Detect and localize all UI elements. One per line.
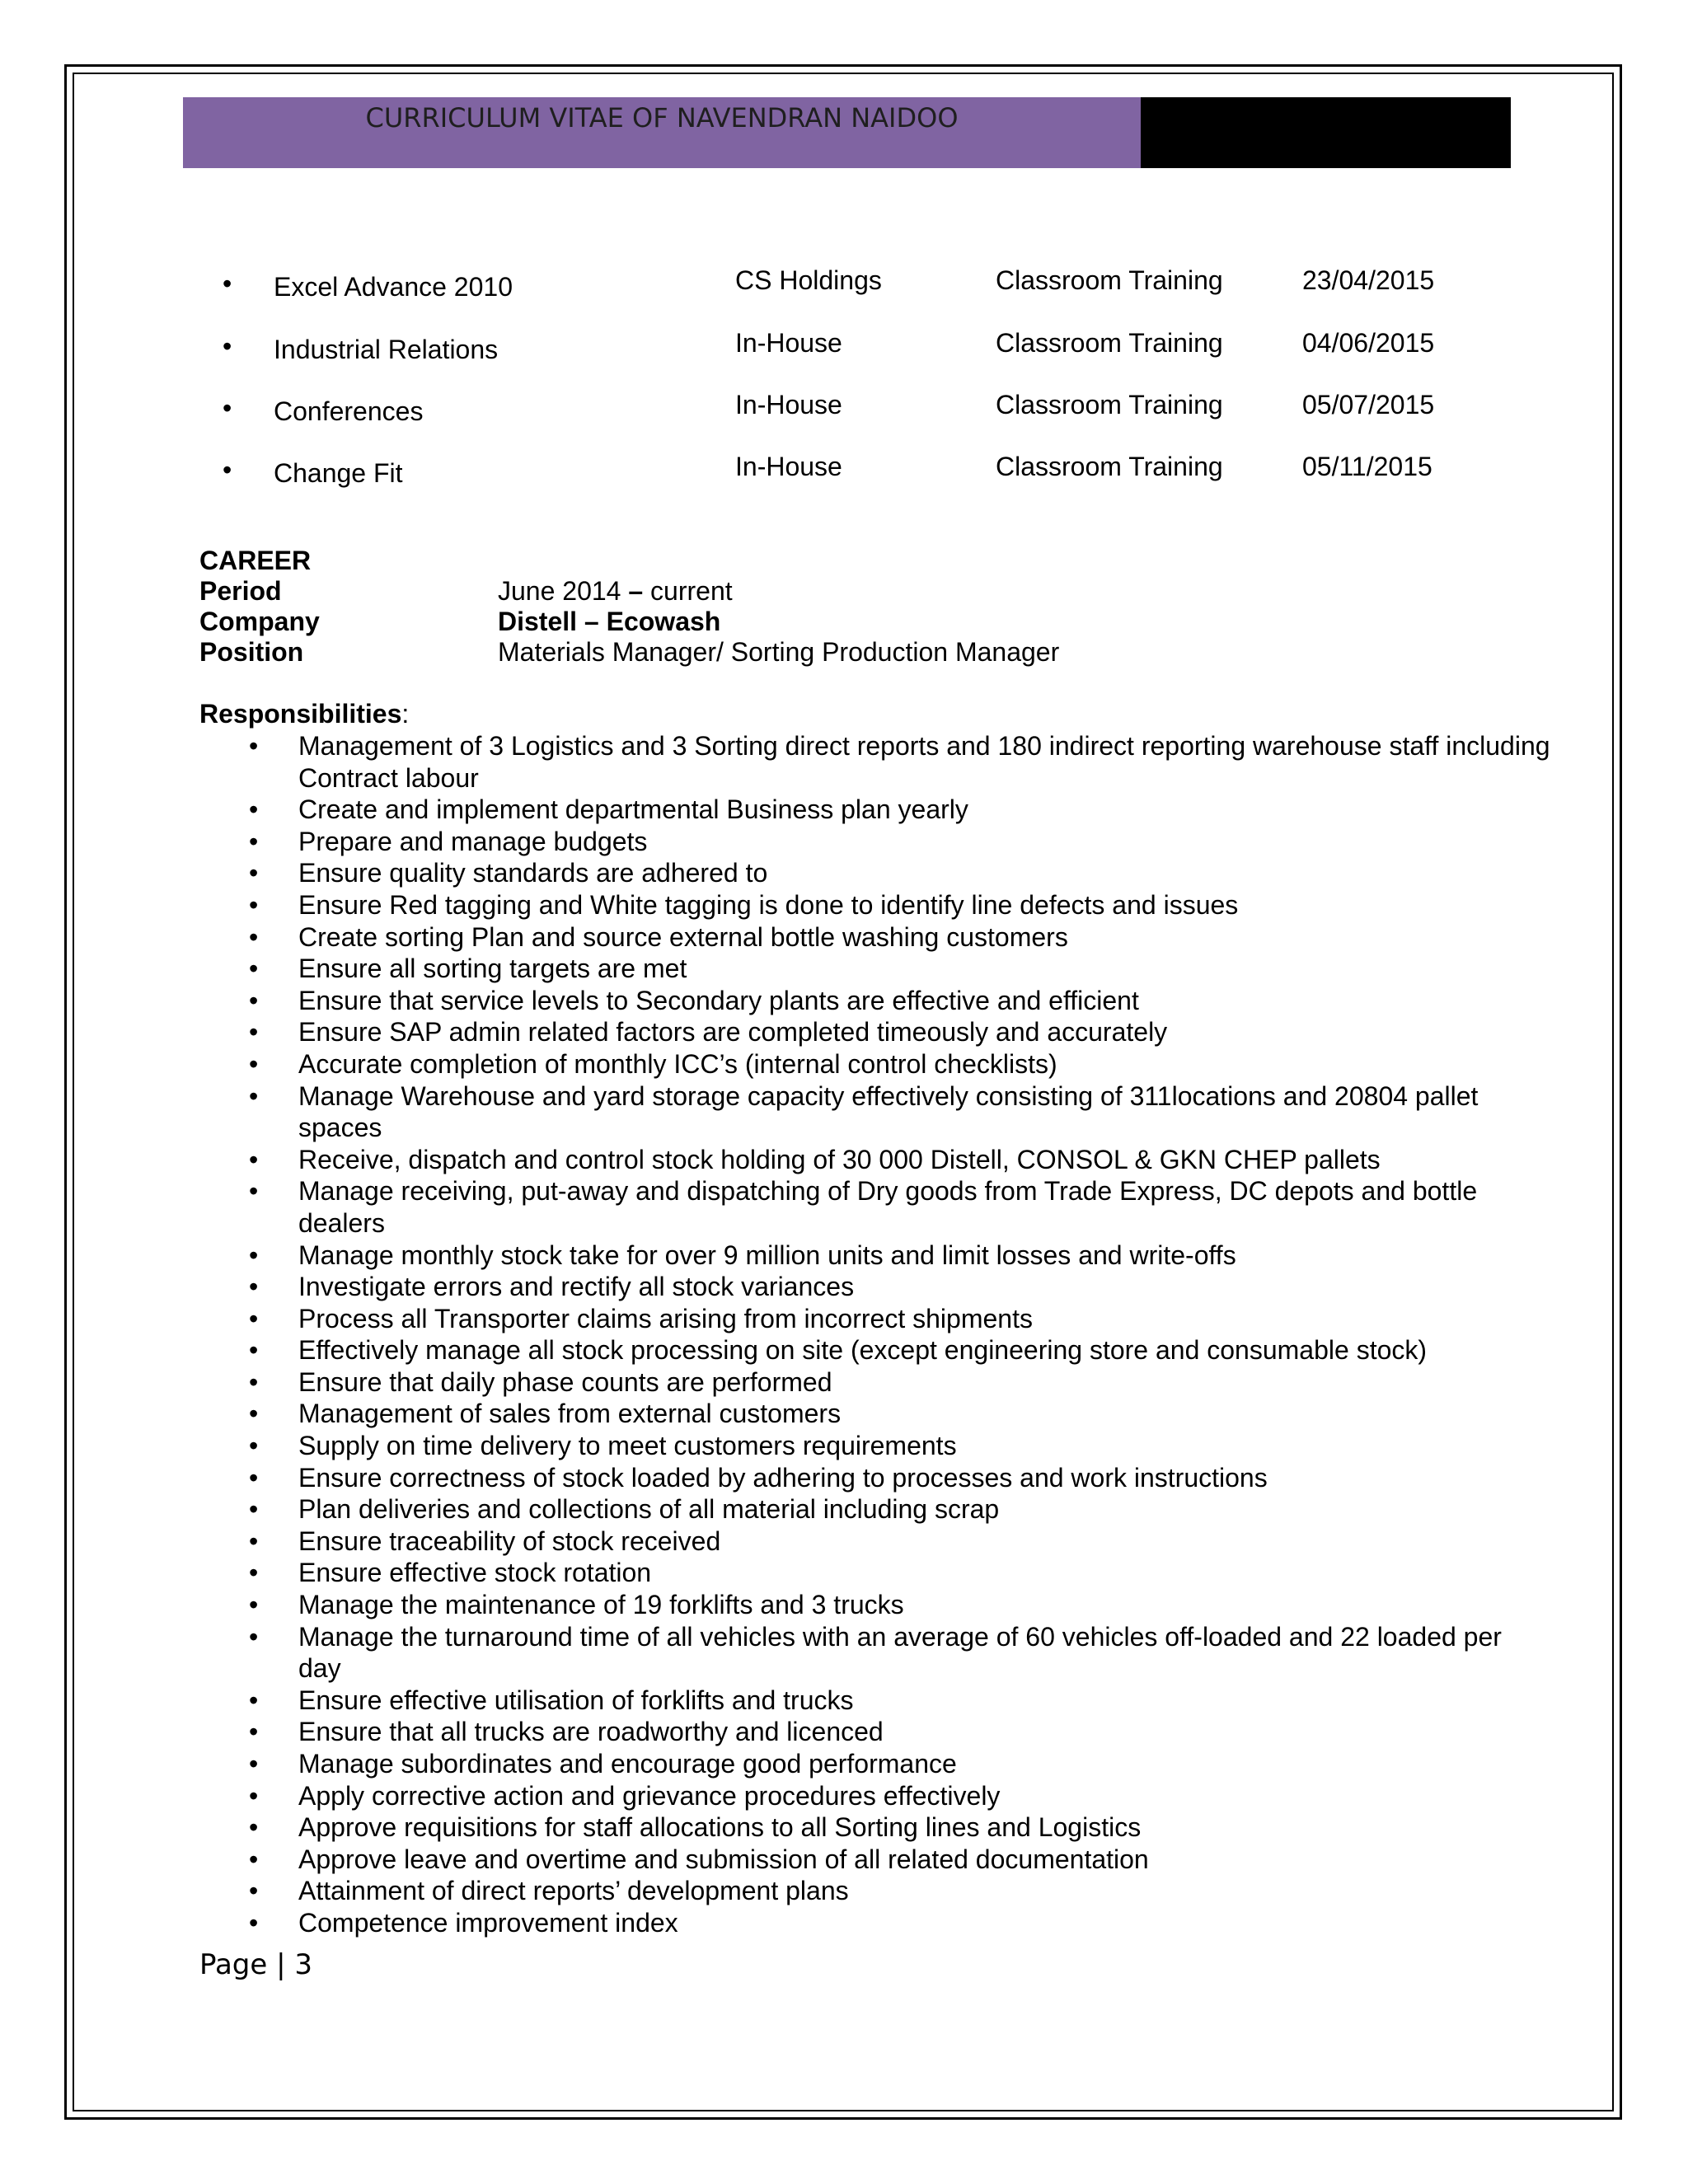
bullet-icon: • bbox=[249, 985, 259, 1015]
responsibility-text: Process all Transporter claims arising from incorrect shipments bbox=[298, 1303, 1033, 1333]
responsibility-item bbox=[199, 1048, 1551, 1080]
responsibility-item bbox=[199, 1875, 1551, 1907]
responsibility-item bbox=[199, 921, 1551, 954]
responsibility-text: Approve requisitions for staff allocations to all Sorting lines and Logistics bbox=[298, 1812, 1142, 1843]
responsibility-text: Effectively manage all stock processing on site (except engineering store and consumable stock) bbox=[298, 1335, 1428, 1366]
header-black-block bbox=[1141, 97, 1511, 168]
training-provider: In-House bbox=[735, 328, 842, 358]
bullet-icon: • bbox=[249, 1558, 259, 1588]
bullet-icon: • bbox=[249, 1844, 259, 1874]
responsibility-text: Management of 3 Logistics and 3 Sorting direct reports and 180 indirect reporting warehouse staff including Contract labour bbox=[298, 731, 1550, 793]
bullet-icon: • bbox=[249, 1431, 259, 1461]
responsibility-item bbox=[199, 889, 1551, 921]
training-course: Conferences bbox=[274, 396, 424, 426]
bullet-icon: • bbox=[223, 393, 232, 423]
bullet-icon: • bbox=[249, 731, 259, 761]
responsibility-text: Ensure that all trucks are roadworthy and licenced bbox=[298, 1717, 884, 1747]
training-provider: In-House bbox=[735, 452, 842, 481]
bullet-icon: • bbox=[223, 331, 232, 361]
responsibility-item bbox=[199, 985, 1551, 1017]
header-title: CURRICULUM VITAE OF NAVENDRAN NAIDOO bbox=[365, 102, 959, 134]
bullet-icon: • bbox=[249, 889, 259, 920]
responsibility-item bbox=[199, 1016, 1551, 1048]
bullet-icon: • bbox=[249, 1812, 259, 1843]
training-date: 04/06/2015 bbox=[1302, 328, 1435, 358]
header-bar bbox=[183, 97, 1141, 168]
responsibility-text: Apply corrective action and grievance procedures effectively bbox=[298, 1780, 1001, 1811]
bullet-icon: • bbox=[249, 1621, 259, 1652]
period-label: Period bbox=[199, 576, 282, 606]
period-dash: – bbox=[628, 576, 644, 606]
bullet-icon: • bbox=[249, 1749, 259, 1779]
bullet-icon: • bbox=[249, 1780, 259, 1811]
responsibility-text: Approve leave and overtime and submission of all related documentation bbox=[298, 1844, 1149, 1874]
training-provider: CS Holdings bbox=[735, 265, 882, 295]
responsibility-item bbox=[199, 1398, 1551, 1430]
responsibility-item bbox=[199, 1462, 1551, 1494]
period-value bbox=[498, 576, 733, 607]
responsibility-text: Manage Warehouse and yard storage capacity effectively consisting of 311locations and 20804 pallet spaces bbox=[298, 1080, 1479, 1143]
training-course: Excel Advance 2010 bbox=[274, 272, 513, 302]
training-row bbox=[0, 328, 1688, 391]
responsibility-item bbox=[199, 857, 1551, 889]
responsibility-item bbox=[199, 730, 1551, 794]
bullet-icon: • bbox=[249, 826, 259, 856]
training-course: Industrial Relations bbox=[274, 335, 499, 364]
responsibility-text: Ensure quality standards are adhered to bbox=[298, 858, 768, 888]
bullet-icon: • bbox=[249, 1080, 259, 1111]
responsibility-text: Ensure SAP admin related factors are completed timeously and accurately bbox=[298, 1017, 1168, 1047]
training-course: Change Fit bbox=[274, 458, 403, 488]
responsibility-text: Ensure traceability of stock received bbox=[298, 1526, 721, 1556]
responsibility-item bbox=[199, 1685, 1551, 1717]
bullet-icon: • bbox=[249, 1590, 259, 1620]
responsibility-item bbox=[199, 1303, 1551, 1335]
period-start: June 2014 bbox=[498, 576, 629, 606]
bullet-icon: • bbox=[249, 1685, 259, 1715]
training-type: Classroom Training bbox=[996, 265, 1223, 295]
responsibility-item bbox=[199, 1240, 1551, 1272]
bullet-icon: • bbox=[249, 1048, 259, 1079]
responsibility-text: Supply on time delivery to meet customers requirements bbox=[298, 1431, 957, 1461]
training-date: 05/07/2015 bbox=[1302, 390, 1435, 419]
training-row bbox=[0, 452, 1688, 514]
responsibility-text: Investigate errors and rectify all stock variances bbox=[298, 1272, 855, 1302]
position-label: Position bbox=[199, 637, 304, 667]
company-value: Distell – Ecowash bbox=[498, 607, 721, 636]
responsibility-text: Manage the maintenance of 19 forklifts and 3 trucks bbox=[298, 1590, 904, 1620]
responsibility-item bbox=[199, 1144, 1551, 1176]
responsibility-item bbox=[199, 1844, 1551, 1876]
responsibility-item bbox=[199, 953, 1551, 985]
bullet-icon: • bbox=[249, 1717, 259, 1747]
responsibility-item bbox=[199, 1271, 1551, 1303]
bullet-icon: • bbox=[249, 1240, 259, 1270]
responsibility-text: Receive, dispatch and control stock holding of 30 000 Distell, CONSOL & GKN CHEP pallets bbox=[298, 1144, 1381, 1174]
bullet-icon: • bbox=[249, 858, 259, 888]
responsibility-item bbox=[199, 1493, 1551, 1526]
responsibility-item bbox=[199, 1811, 1551, 1844]
training-date: 23/04/2015 bbox=[1302, 265, 1435, 295]
bullet-icon: • bbox=[249, 794, 259, 825]
responsibility-item bbox=[199, 1907, 1551, 1939]
responsibility-text: Manage receiving, put-away and dispatching of Dry goods from Trade Express, DC depots and bottle dealers bbox=[298, 1176, 1478, 1238]
bullet-icon: • bbox=[249, 1176, 259, 1207]
responsibility-text: Ensure effective utilisation of forklifts and trucks bbox=[298, 1685, 854, 1715]
responsibility-text: Prepare and manage budgets bbox=[298, 826, 648, 856]
responsibility-item bbox=[199, 1334, 1551, 1366]
responsibility-text: Manage monthly stock take for over 9 million units and limit losses and write-offs bbox=[298, 1240, 1236, 1270]
bullet-icon: • bbox=[249, 1335, 259, 1366]
responsibility-text: Ensure all sorting targets are met bbox=[298, 954, 687, 984]
responsibility-text: Ensure Red tagging and White tagging is done to identify line defects and issues bbox=[298, 889, 1239, 920]
responsibility-item bbox=[199, 794, 1551, 826]
career-heading: CAREER bbox=[199, 546, 312, 575]
responsibility-item bbox=[199, 1780, 1551, 1812]
training-row bbox=[0, 390, 1688, 452]
responsibility-item bbox=[199, 1621, 1551, 1685]
responsibility-item bbox=[199, 1175, 1551, 1239]
responsibilities-list bbox=[199, 730, 1551, 1939]
responsibility-text: Create and implement departmental Business plan yearly bbox=[298, 794, 968, 825]
bullet-icon: • bbox=[249, 1017, 259, 1047]
bullet-icon: • bbox=[249, 1144, 259, 1174]
responsibility-text: Attainment of direct reports’ development plans bbox=[298, 1876, 849, 1906]
responsibility-text: Ensure correctness of stock loaded by adhering to processes and work instructions bbox=[298, 1462, 1268, 1493]
responsibility-text: Ensure effective stock rotation bbox=[298, 1558, 652, 1588]
bullet-icon: • bbox=[223, 269, 232, 298]
bullet-icon: • bbox=[249, 1494, 259, 1525]
responsibility-item bbox=[199, 1589, 1551, 1621]
responsibility-text: Create sorting Plan and source external bottle washing customers bbox=[298, 921, 1068, 952]
training-row bbox=[0, 265, 1688, 328]
responsibility-item bbox=[199, 1080, 1551, 1144]
training-date: 05/11/2015 bbox=[1302, 452, 1432, 481]
bullet-icon: • bbox=[249, 921, 259, 952]
bullet-icon: • bbox=[249, 1366, 259, 1397]
responsibility-text: Management of sales from external customers bbox=[298, 1399, 842, 1429]
responsibility-text: Plan deliveries and collections of all material including scrap bbox=[298, 1494, 1000, 1525]
training-provider: In-House bbox=[735, 390, 842, 419]
responsibilities-colon: : bbox=[401, 699, 410, 729]
bullet-icon: • bbox=[249, 1303, 259, 1333]
responsibilities-heading: Responsibilities bbox=[199, 699, 402, 729]
responsibility-text: Accurate completion of monthly ICC’s (internal control checklists) bbox=[298, 1048, 1057, 1079]
company-label: Company bbox=[199, 607, 320, 636]
position-value: Materials Manager/ Sorting Production Manager bbox=[498, 637, 1060, 667]
training-type: Classroom Training bbox=[996, 390, 1223, 419]
bullet-icon: • bbox=[249, 1272, 259, 1302]
responsibility-text: Competence improvement index bbox=[298, 1907, 678, 1938]
responsibilities-heading-row bbox=[199, 699, 409, 729]
responsibility-text: Ensure that service levels to Secondary plants are effective and efficient bbox=[298, 985, 1139, 1015]
responsibility-item bbox=[199, 1716, 1551, 1748]
training-type: Classroom Training bbox=[996, 452, 1223, 481]
bullet-icon: • bbox=[249, 1399, 259, 1429]
responsibility-text: Manage subordinates and encourage good performance bbox=[298, 1749, 957, 1779]
responsibility-item bbox=[199, 1366, 1551, 1399]
bullet-icon: • bbox=[223, 455, 232, 485]
bullet-icon: • bbox=[249, 1876, 259, 1906]
responsibility-item bbox=[199, 1430, 1551, 1462]
page-number: Page | 3 bbox=[199, 1948, 313, 1981]
responsibility-item bbox=[199, 826, 1551, 858]
responsibility-item bbox=[199, 1526, 1551, 1558]
responsibility-item bbox=[199, 1557, 1551, 1589]
responsibility-text: Ensure that daily phase counts are performed bbox=[298, 1366, 832, 1397]
responsibility-text: Manage the turnaround time of all vehicles with an average of 60 vehicles off-loaded and 22 loaded per day bbox=[298, 1621, 1502, 1684]
training-type: Classroom Training bbox=[996, 328, 1223, 358]
bullet-icon: • bbox=[249, 1462, 259, 1493]
bullet-icon: • bbox=[249, 1907, 259, 1938]
bullet-icon: • bbox=[249, 954, 259, 984]
responsibility-item bbox=[199, 1748, 1551, 1780]
period-end: current bbox=[643, 576, 733, 606]
bullet-icon: • bbox=[249, 1526, 259, 1556]
